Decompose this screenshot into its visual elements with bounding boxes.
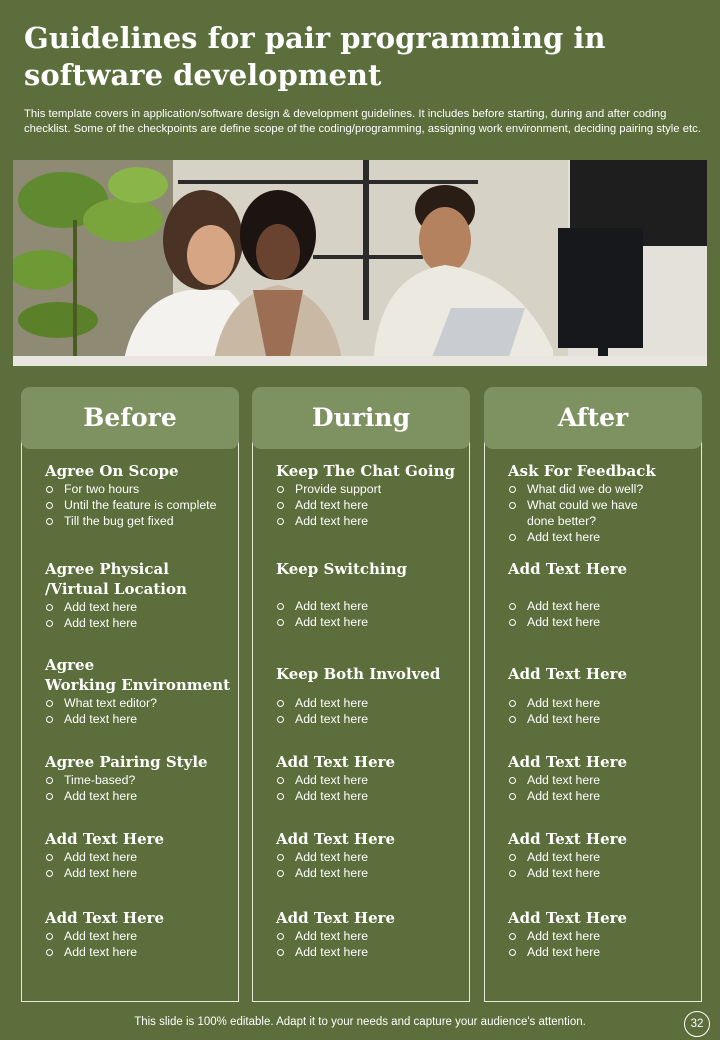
list-item: Add text here xyxy=(276,865,466,881)
page-title: Guidelines for pair programming in software development xyxy=(24,21,606,92)
list-item: What could we have done better? xyxy=(508,497,698,529)
block-title: Add Text Here xyxy=(508,753,628,771)
column-header-during: During xyxy=(252,387,470,449)
bullet-icon xyxy=(277,933,284,940)
block-placeholder xyxy=(508,908,698,960)
bullet-icon xyxy=(509,502,516,509)
bullet-icon xyxy=(277,619,284,626)
list-item: For two hours xyxy=(45,481,235,497)
column-header-after: After xyxy=(484,387,702,449)
list-item: Add text here xyxy=(508,865,698,881)
bullet-icon xyxy=(277,700,284,707)
bullet-icon xyxy=(277,518,284,525)
list-item: Add text here xyxy=(45,928,235,944)
list-item: Add text here xyxy=(508,529,698,545)
bullet-icon xyxy=(46,854,53,861)
bullet-icon xyxy=(509,777,516,784)
bullet-icon xyxy=(46,700,53,707)
bullet-icon xyxy=(277,870,284,877)
team-photo xyxy=(13,160,707,366)
page-number: 32 xyxy=(684,1011,710,1037)
block-placeholder xyxy=(508,829,698,881)
block-placeholder xyxy=(276,908,466,960)
list-item: What did we do well? xyxy=(508,481,698,497)
column-header-before: Before xyxy=(21,387,239,449)
bullet-icon xyxy=(46,933,53,940)
block-placeholder xyxy=(276,829,466,881)
block-title: Add Text Here xyxy=(45,909,165,927)
bullet-icon xyxy=(509,486,516,493)
page-description: This template covers in application/software design & development guidelines. It includes before starting, during and after coding checklist. Some of the checkpoints are define scope of the coding/programming, assigning work environment, deciding pairing style etc. xyxy=(24,108,701,135)
bullet-icon xyxy=(277,793,284,800)
bullet-icon xyxy=(509,534,516,541)
column-before xyxy=(21,387,239,1002)
bullet-icon xyxy=(509,870,516,877)
column-after xyxy=(484,387,702,1002)
bullet-icon xyxy=(277,949,284,956)
bullet-icon xyxy=(509,933,516,940)
list-item: Add text here xyxy=(508,598,698,614)
block-placeholder xyxy=(45,829,235,881)
bullet-icon xyxy=(509,793,516,800)
list-item: Add text here xyxy=(45,849,235,865)
block-title: Agree Physical /Virtual Location xyxy=(45,560,187,598)
bullet-icon xyxy=(509,603,516,610)
bullet-icon xyxy=(277,777,284,784)
block-agree-pairing-style xyxy=(45,752,235,804)
list-item: Add text here xyxy=(508,772,698,788)
list-item: Add text here xyxy=(276,598,466,614)
bullet-icon xyxy=(277,502,284,509)
list-item: Add text here xyxy=(276,711,466,727)
list-item: Add text here xyxy=(508,614,698,630)
list-item: Add text here xyxy=(508,711,698,727)
block-title: Add Text Here xyxy=(276,830,396,848)
list-item: Time-based? xyxy=(45,772,235,788)
bullet-icon xyxy=(46,502,53,509)
block-ask-for-feedback xyxy=(508,461,698,545)
block-title: Keep Both Involved xyxy=(276,665,441,683)
block-placeholder xyxy=(45,908,235,960)
block-title: Add Text Here xyxy=(276,753,396,771)
block-title: Ask For Feedback xyxy=(508,462,656,480)
list-item: Add text here xyxy=(508,695,698,711)
block-title: Agree Pairing Style xyxy=(45,753,208,771)
list-item: Until the feature is complete xyxy=(45,497,235,513)
block-keep-switching xyxy=(276,559,466,630)
list-item: Add text here xyxy=(276,772,466,788)
list-item: Add text here xyxy=(508,944,698,960)
block-title: Keep The Chat Going xyxy=(276,462,455,480)
bullet-icon xyxy=(509,619,516,626)
list-item: Add text here xyxy=(508,849,698,865)
block-placeholder xyxy=(508,559,698,630)
list-item: Add text here xyxy=(276,695,466,711)
block-agree-environment xyxy=(45,655,235,727)
footer-note: This slide is 100% editable. Adapt it to your needs and capture your audience's attention. xyxy=(134,1016,586,1028)
list-item: Add text here xyxy=(276,944,466,960)
bullet-icon xyxy=(46,793,53,800)
block-title: Agree On Scope xyxy=(45,462,179,480)
block-keep-chat-going xyxy=(276,461,466,529)
block-title: Add Text Here xyxy=(276,909,396,927)
block-keep-both-involved xyxy=(276,664,466,727)
bullet-icon xyxy=(46,604,53,611)
list-item: Till the bug get fixed xyxy=(45,513,235,529)
bullet-icon xyxy=(46,518,53,525)
bullet-icon xyxy=(46,949,53,956)
block-title: Keep Switching xyxy=(276,560,408,578)
block-title: Add Text Here xyxy=(45,830,165,848)
bullet-icon xyxy=(509,700,516,707)
list-item: Add text here xyxy=(276,513,466,529)
list-item: Add text here xyxy=(45,944,235,960)
list-item: Add text here xyxy=(45,865,235,881)
list-item: Provide support xyxy=(276,481,466,497)
list-item: Add text here xyxy=(45,599,235,615)
block-title: Add Text Here xyxy=(508,830,628,848)
list-item: Add text here xyxy=(508,928,698,944)
list-item: Add text here xyxy=(276,849,466,865)
bullet-icon xyxy=(46,870,53,877)
bullet-icon xyxy=(509,854,516,861)
bullet-icon xyxy=(277,854,284,861)
bullet-icon xyxy=(46,777,53,784)
bullet-icon xyxy=(46,486,53,493)
bullet-icon xyxy=(509,716,516,723)
block-placeholder xyxy=(276,752,466,804)
bullet-icon xyxy=(277,603,284,610)
bullet-icon xyxy=(509,949,516,956)
list-item: Add text here xyxy=(45,711,235,727)
block-agree-location xyxy=(45,559,235,631)
block-title: Agree Working Environment xyxy=(45,656,231,694)
block-agree-on-scope xyxy=(45,461,235,529)
block-title: Add Text Here xyxy=(508,909,628,927)
bullet-icon xyxy=(277,486,284,493)
block-title: Add Text Here xyxy=(508,560,628,578)
block-placeholder xyxy=(508,752,698,804)
list-item: Add text here xyxy=(276,928,466,944)
list-item: Add text here xyxy=(45,615,235,631)
list-item: Add text here xyxy=(276,497,466,513)
bullet-icon xyxy=(46,716,53,723)
list-item: Add text here xyxy=(276,614,466,630)
list-item: Add text here xyxy=(45,788,235,804)
bullet-icon xyxy=(277,716,284,723)
list-item: Add text here xyxy=(276,788,466,804)
list-item: What text editor? xyxy=(45,695,235,711)
bullet-icon xyxy=(46,620,53,627)
column-during xyxy=(252,387,470,1002)
block-title: Add Text Here xyxy=(508,665,628,683)
block-placeholder xyxy=(508,664,698,727)
list-item: Add text here xyxy=(508,788,698,804)
